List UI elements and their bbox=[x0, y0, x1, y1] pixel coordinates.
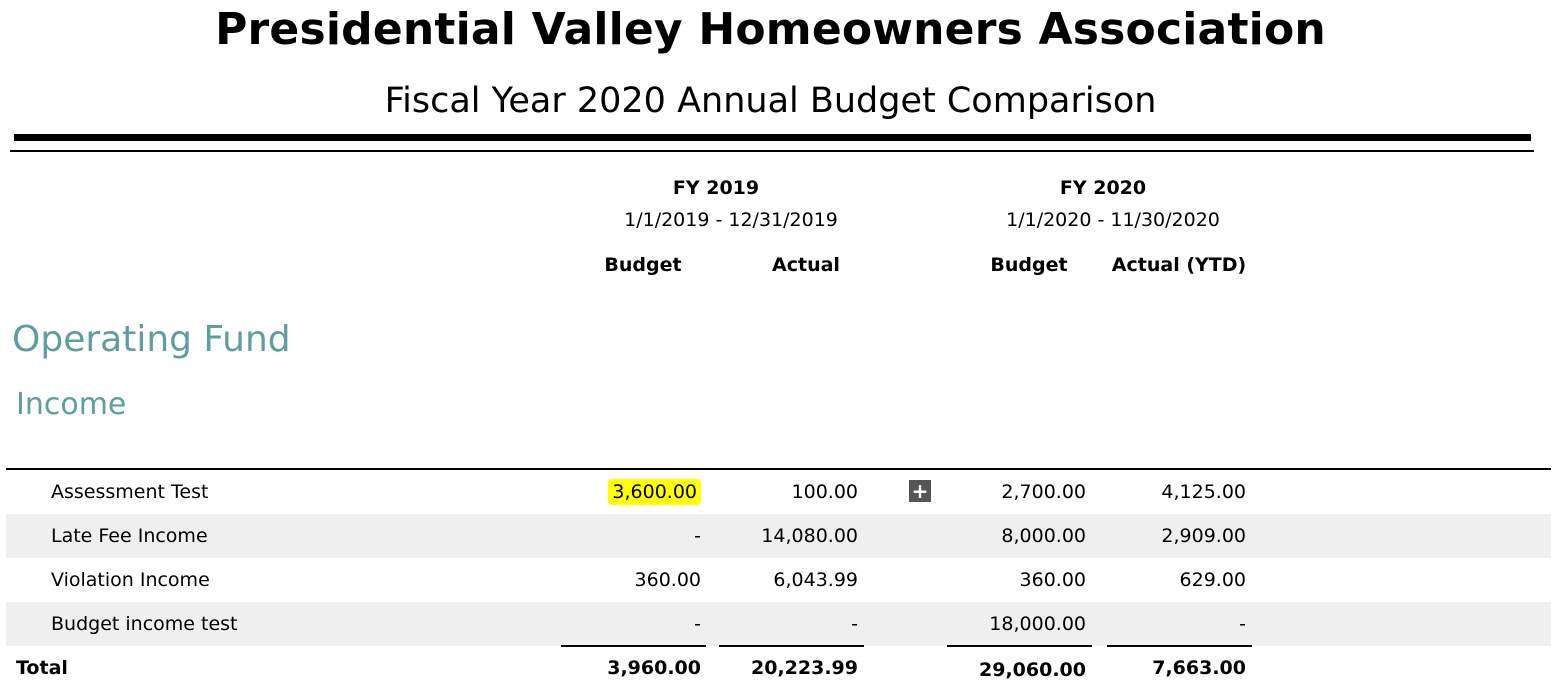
section-heading-income: Income bbox=[16, 387, 127, 422]
col-header-fy2020-budget: Budget bbox=[990, 254, 1068, 276]
row-fy2019-actual: 100.00 bbox=[791, 481, 858, 503]
subtotal-rule bbox=[1107, 645, 1252, 647]
row-fy2020-budget: 8,000.00 bbox=[1001, 525, 1086, 547]
subtotal-rule bbox=[947, 645, 1092, 647]
row-label: Assessment Test bbox=[51, 481, 209, 503]
row-fy2020-actual: 2,909.00 bbox=[1161, 525, 1246, 547]
row-fy2020-actual: - bbox=[1239, 613, 1246, 635]
row-fy2020-actual: 629.00 bbox=[1179, 569, 1246, 591]
row-fy2019-budget: - bbox=[694, 525, 701, 547]
row-fy2020-budget: 2,700.00 bbox=[1001, 481, 1086, 503]
table-row bbox=[6, 514, 1551, 558]
table-row bbox=[6, 602, 1551, 646]
subtotal-rule bbox=[719, 645, 864, 647]
col-header-fy2020-actual-ytd: Actual (YTD) bbox=[1111, 254, 1247, 276]
total-label: Total bbox=[16, 657, 68, 679]
row-fy2019-actual: - bbox=[851, 613, 858, 635]
col-header-fy2019-actual: Actual bbox=[772, 254, 840, 276]
total-fy2020-actual: 7,663.00 bbox=[1152, 657, 1246, 679]
add-icon[interactable]: + bbox=[909, 480, 931, 502]
row-fy2019-actual: 14,080.00 bbox=[761, 525, 858, 547]
row-fy2019-budget: - bbox=[694, 613, 701, 635]
row-fy2020-budget: 360.00 bbox=[1019, 569, 1086, 591]
period-fy2020-label: FY 2020 bbox=[1059, 177, 1147, 199]
header-rule-thin bbox=[10, 150, 1534, 152]
row-fy2020-actual: 4,125.00 bbox=[1161, 481, 1246, 503]
col-header-fy2019-budget: Budget bbox=[604, 254, 682, 276]
total-fy2019-budget: 3,960.00 bbox=[607, 657, 701, 679]
total-fy2020-budget: 29,060.00 bbox=[979, 659, 1086, 681]
table-row bbox=[6, 470, 1551, 514]
header-rule-thick bbox=[14, 134, 1531, 141]
period-fy2019-label: FY 2019 bbox=[672, 177, 760, 199]
row-fy2020-budget: 18,000.00 bbox=[989, 613, 1086, 635]
row-fy2019-budget: 360.00 bbox=[634, 569, 701, 591]
fund-heading: Operating Fund bbox=[12, 319, 291, 360]
highlighted-value[interactable]: 3,600.00 bbox=[608, 479, 701, 505]
row-label: Late Fee Income bbox=[51, 525, 208, 547]
period-fy2019-range: 1/1/2019 - 12/31/2019 bbox=[624, 209, 838, 231]
row-label: Budget income test bbox=[51, 613, 238, 635]
period-fy2020-range: 1/1/2020 - 11/30/2020 bbox=[1006, 209, 1220, 231]
row-fy2019-actual: 6,043.99 bbox=[773, 569, 858, 591]
row-label: Violation Income bbox=[51, 569, 210, 591]
total-fy2019-actual: 20,223.99 bbox=[751, 657, 858, 679]
report-subtitle: Fiscal Year 2020 Annual Budget Comparison bbox=[384, 81, 1157, 121]
table-row bbox=[6, 558, 1551, 602]
total-row bbox=[0, 648, 1563, 688]
subtotal-rule bbox=[561, 645, 706, 647]
report-title: Presidential Valley Homeowners Association bbox=[215, 4, 1326, 55]
row-fy2019-budget[interactable] bbox=[561, 470, 701, 514]
